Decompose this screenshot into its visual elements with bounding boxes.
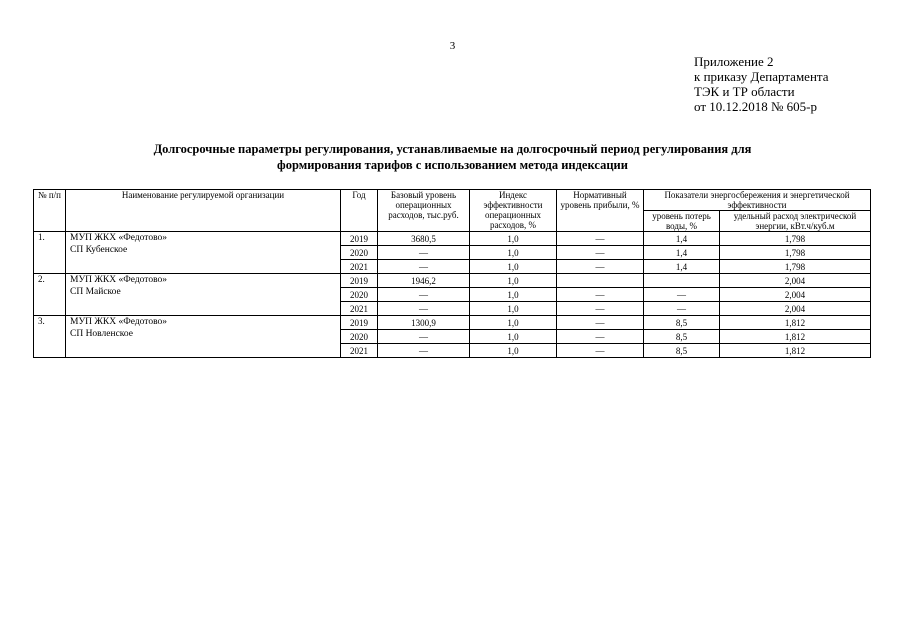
cell-loss: — (644, 302, 720, 316)
cell-loss: 1,4 (644, 246, 720, 260)
cell-year: 2020 (341, 288, 378, 302)
title-line: формирования тарифов с использованием метода индексации (277, 158, 628, 172)
org-name-line: МУП ЖКХ «Федотово» (70, 233, 167, 243)
cell-index: 1,0 (470, 232, 557, 246)
cell-consumption: 1,812 (720, 330, 871, 344)
cell-base: — (378, 330, 470, 344)
header-index: Индекс эффективности операционных расходов, % (470, 190, 557, 232)
cell-loss: 8,5 (644, 316, 720, 330)
header-base: Базовый уровень операционных расходов, тыс.руб. (378, 190, 470, 232)
table-row (34, 274, 871, 288)
cell-profit (557, 274, 644, 288)
header-org: Наименование регулируемой организации (66, 190, 341, 232)
parameters-table (33, 189, 871, 358)
title-line: Долгосрочные параметры регулирования, устанавливаемые на долгосрочный период регулирования для (153, 142, 752, 156)
cell-year: 2019 (341, 232, 378, 246)
cell-loss: 1,4 (644, 260, 720, 274)
cell-base: 1300,9 (378, 316, 470, 330)
cell-profit: — (557, 246, 644, 260)
cell-loss (644, 274, 720, 288)
cell-base: — (378, 344, 470, 358)
cell-base: — (378, 288, 470, 302)
appendix-line: от 10.12.2018 № 605-р (694, 99, 817, 114)
cell-year: 2019 (341, 274, 378, 288)
cell-consumption: 1,812 (720, 316, 871, 330)
row-num: 1. (34, 232, 66, 274)
appendix-note (694, 54, 829, 114)
cell-index: 1,0 (470, 330, 557, 344)
org-name-line: МУП ЖКХ «Федотово» (70, 275, 167, 285)
cell-profit: — (557, 260, 644, 274)
table-row (34, 232, 871, 246)
org-name-line: СП Новленское (70, 329, 134, 339)
cell-loss: 8,5 (644, 330, 720, 344)
cell-profit: — (557, 288, 644, 302)
cell-profit: — (557, 344, 644, 358)
org-name (66, 232, 341, 274)
cell-loss: 8,5 (644, 344, 720, 358)
cell-profit: — (557, 330, 644, 344)
cell-year: 2021 (341, 260, 378, 274)
cell-year: 2019 (341, 316, 378, 330)
cell-loss: — (644, 288, 720, 302)
row-num: 3. (34, 316, 66, 358)
cell-year: 2020 (341, 330, 378, 344)
cell-index: 1,0 (470, 344, 557, 358)
cell-base: — (378, 246, 470, 260)
cell-index: 1,0 (470, 302, 557, 316)
page-number: 3 (449, 40, 456, 52)
cell-consumption: 1,798 (720, 232, 871, 246)
cell-year: 2020 (341, 246, 378, 260)
org-name (66, 316, 341, 358)
cell-profit: — (557, 316, 644, 330)
cell-base: — (378, 260, 470, 274)
cell-loss: 1,4 (644, 232, 720, 246)
cell-profit: — (557, 302, 644, 316)
cell-base: — (378, 302, 470, 316)
cell-consumption: 1,812 (720, 344, 871, 358)
header-energy-group: Показатели энергосбережения и энергетической эффективности (644, 190, 871, 211)
cell-index: 1,0 (470, 246, 557, 260)
header-loss: уровень потерь воды, % (644, 211, 720, 232)
header-consumption: удельный расход электрической энергии, кВт.ч/куб.м (720, 211, 871, 232)
org-name (66, 274, 341, 316)
cell-consumption: 2,004 (720, 274, 871, 288)
cell-index: 1,0 (470, 288, 557, 302)
cell-base: 1946,2 (378, 274, 470, 288)
cell-year: 2021 (341, 344, 378, 358)
document-title (60, 141, 845, 173)
cell-index: 1,0 (470, 316, 557, 330)
row-num: 2. (34, 274, 66, 316)
header-num: № п/п (34, 190, 66, 232)
cell-base: 3680,5 (378, 232, 470, 246)
appendix-line: к приказу Департамента (694, 69, 829, 84)
header-profit: Нормативный уровень прибыли, % (557, 190, 644, 232)
table-row (34, 316, 871, 330)
cell-profit: — (557, 232, 644, 246)
cell-index: 1,0 (470, 260, 557, 274)
org-name-line: СП Майское (70, 287, 121, 297)
org-name-line: МУП ЖКХ «Федотово» (70, 317, 167, 327)
cell-consumption: 1,798 (720, 260, 871, 274)
cell-index: 1,0 (470, 274, 557, 288)
appendix-line: ТЭК и ТР области (694, 84, 795, 99)
cell-consumption: 1,798 (720, 246, 871, 260)
org-name-line: СП Кубенское (70, 245, 128, 255)
appendix-line: Приложение 2 (694, 54, 774, 69)
cell-consumption: 2,004 (720, 288, 871, 302)
cell-year: 2021 (341, 302, 378, 316)
header-year: Год (341, 190, 378, 232)
cell-consumption: 2,004 (720, 302, 871, 316)
